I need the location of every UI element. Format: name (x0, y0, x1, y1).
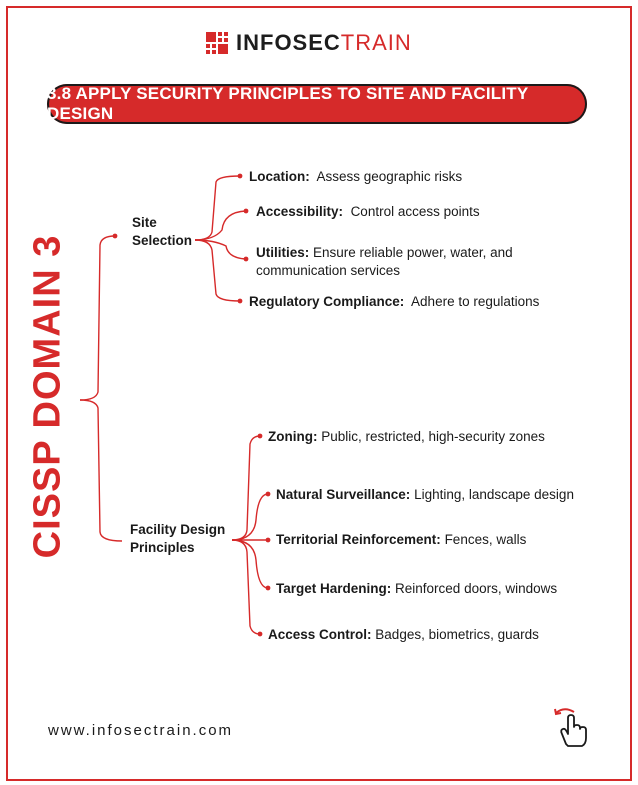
item-accessibility: Accessibility: Control access points (256, 204, 480, 219)
hand-click-icon (552, 704, 590, 748)
item-natural-surveillance: Natural Surveillance: Lighting, landscape design (276, 487, 574, 502)
item-territorial-reinforcement: Territorial Reinforcement: Fences, walls (276, 532, 527, 547)
banner-title: 3.8 APPLY SECURITY PRINCIPLES TO SITE AND FACILITY DESIGN (47, 84, 529, 123)
branch-title-line2: Principles (130, 540, 195, 555)
item-location: Location: Assess geographic risks (249, 169, 463, 184)
brand-name: INFOSECTRAIN (236, 30, 412, 55)
branch-site-selection (132, 214, 192, 250)
branch-title-line1: Site (132, 215, 157, 230)
branch-title-line1: Facility Design (130, 522, 226, 537)
item-regulatory-compliance: Regulatory Compliance: Adhere to regulations (249, 294, 540, 309)
branch-facility-design (130, 521, 225, 557)
item-zoning: Zoning: Public, restricted, high-security zones (268, 429, 545, 444)
item-access-control: Access Control: Badges, biometrics, guards (268, 627, 539, 642)
item-utilities: Utilities: Ensure reliable power, water, and communication services (256, 245, 513, 278)
side-title-text: CISSP DOMAIN 3 (26, 234, 69, 558)
item-target-hardening: Target Hardening: Reinforced doors, windows (276, 581, 558, 596)
branch-title-line2: Selection (132, 233, 193, 248)
footer-url[interactable]: www.infosectrain.com (48, 722, 234, 739)
